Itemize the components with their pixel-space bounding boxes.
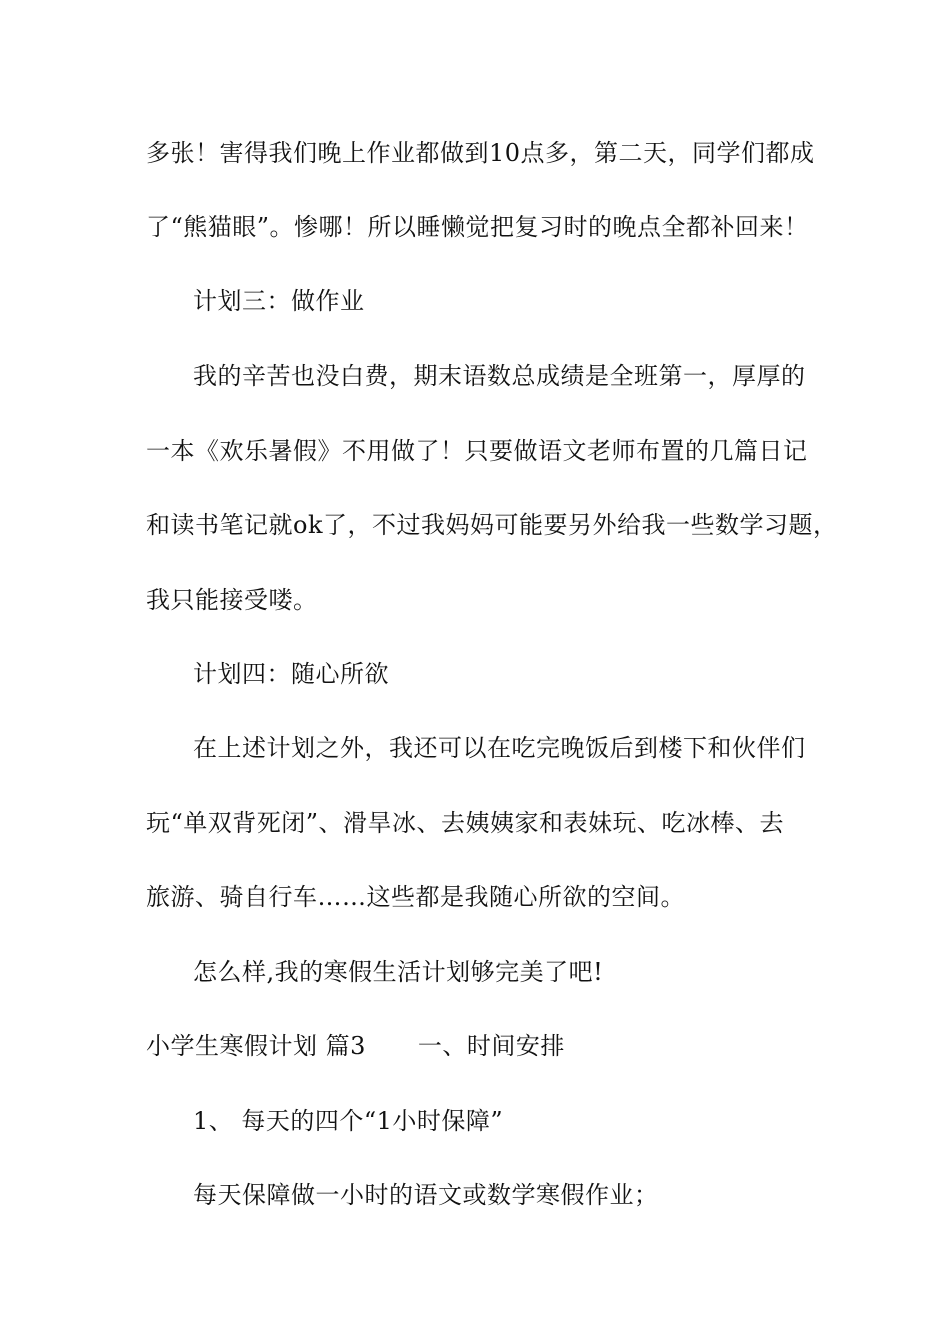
section-title: 小学生寒假计划 篇3 xyxy=(146,1032,366,1060)
paragraph-line: 了“熊猫眼”。惨哪！所以睡懒觉把复习时的晚点全都补回来！ xyxy=(146,213,809,241)
section-heading xyxy=(146,1031,565,1061)
paragraph-line: 旅游、骑自行车……这些都是我随心所欲的空间。 xyxy=(146,883,685,911)
plan-four-heading: 计划四：随心所欲 xyxy=(193,660,389,688)
paragraph-line: 和读书笔记就ok了，不过我妈妈可能要另外给我一些数学习题， xyxy=(146,511,838,539)
paragraph-line: 在上述计划之外，我还可以在吃完晚饭后到楼下和伙伴们 xyxy=(193,734,806,762)
paragraph-line: 我的辛苦也没白费，期末语数总成绩是全班第一，厚厚的 xyxy=(193,362,806,390)
paragraph-line: 我只能接受喽。 xyxy=(146,586,318,614)
plan-three-heading: 计划三：做作业 xyxy=(193,287,365,315)
paragraph-line: 一本《欢乐暑假》不用做了！只要做语文老师布置的几篇日记 xyxy=(146,437,808,465)
section-subtitle: 一、时间安排 xyxy=(417,1032,565,1060)
paragraph-line: 每天保障做一小时的语文或数学寒假作业； xyxy=(193,1181,659,1209)
list-item: 1、 每天的四个“1小时保障” xyxy=(193,1107,504,1135)
paragraph-line: 怎么样,我的寒假生活计划够完美了吧! xyxy=(193,958,604,986)
paragraph-line: 玩“单双背死闭”、滑旱冰、去姨姨家和表妹玩、吃冰棒、去 xyxy=(146,809,785,837)
paragraph-line: 多张！害得我们晚上作业都做到10点多，第二天，同学们都成 xyxy=(146,139,815,167)
